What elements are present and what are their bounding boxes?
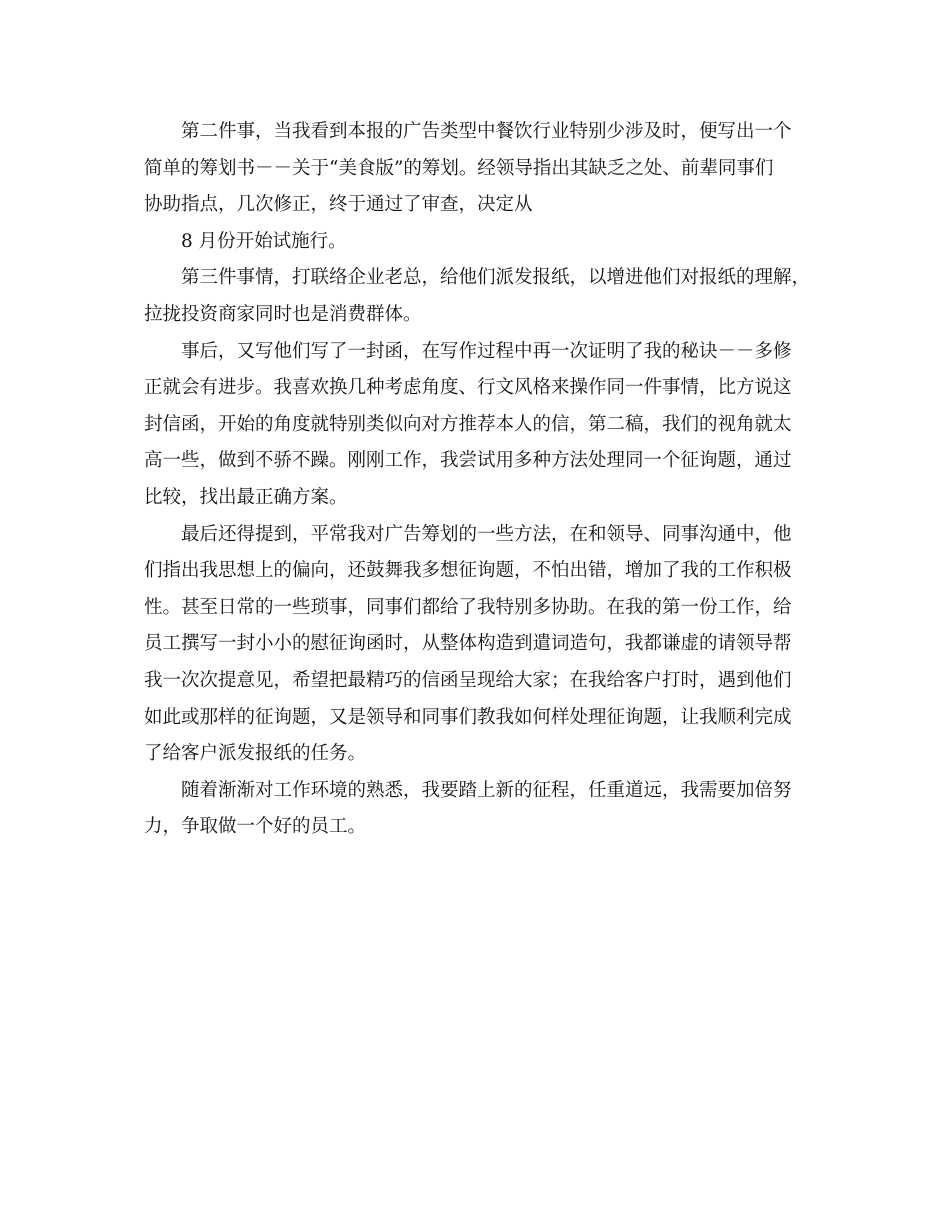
text-line: 了给客户派发报纸的任务。	[144, 743, 367, 765]
document-body	[144, 114, 809, 846]
text-line: 力，争取做一个好的员工。	[144, 816, 367, 838]
text-line: 最后还得提到，平常我对广告筹划的一些方法，在和领导、同事沟通中，他	[181, 523, 792, 545]
text-line: 们指出我思想上的偏向，还鼓舞我多想征询题，不怕出错，增加了我的工作积极	[144, 560, 792, 582]
text-line: 第二件事，当我看到本报的广告类型中餐饮行业特别少涉及时，便写出一个	[181, 121, 792, 142]
text-line: 8 月份开始试施行。	[181, 230, 347, 252]
text-line: 事后，又写他们写了一封函，在写作过程中再一次证明了我的秘诀－－多修	[181, 340, 792, 362]
text-line: 我一次次提意见，希望把最精巧的信函呈现给大家；在我给客户打时，遇到他们	[144, 669, 792, 691]
paragraph-finally	[144, 517, 809, 773]
text-line: 员工撰写一封小小的慰征询函时，从整体构造到遣词造句，我都谦虚的请领导帮	[144, 633, 792, 655]
text-line: 如此或那样的征询题，又是领导和同事们教我如何样处理征询题，让我顺利完成	[144, 706, 792, 728]
text-line: 封信函，开始的角度就特别类似向对方推荐本人的信，第二稿，我们的视角就太	[144, 413, 792, 435]
text-line: 协助指点，几次修正，终于通过了审查，决定从	[144, 194, 533, 216]
paragraph-afterwards	[144, 334, 809, 517]
text-line: 正就会有进步。我喜欢换几种考虑角度、行文风格来操作同一件事情，比方说这	[144, 377, 792, 399]
text-line: 拉拢投资商家同时也是消费群体。	[144, 303, 422, 325]
text-line: 简单的筹划书－－关于“美食版”的筹划。经领导指出其缺乏之处、前辈同事们	[144, 157, 774, 179]
text-line: 随着渐渐对工作环境的熟悉，我要踏上新的征程，任重道远，我需要加倍努	[181, 779, 792, 801]
text-line: 比较，找出最正确方案。	[144, 486, 348, 508]
paragraph-third-matter	[144, 260, 809, 333]
text-line: 性。甚至日常的一些琐事，同事们都给了我特别多协助。在我的第一份工作，给	[144, 596, 792, 618]
paragraph-conclusion	[144, 773, 809, 846]
paragraph-august-start	[144, 224, 809, 261]
text-line: 高一些，做到不骄不躁。刚刚工作，我尝试用多种方法处理同一个征询题，通过	[144, 450, 792, 472]
paragraph-second-matter	[144, 114, 809, 224]
text-line: 第三件事情，打联络企业老总，给他们派发报纸，以增进他们对报纸的理解，	[181, 267, 811, 289]
